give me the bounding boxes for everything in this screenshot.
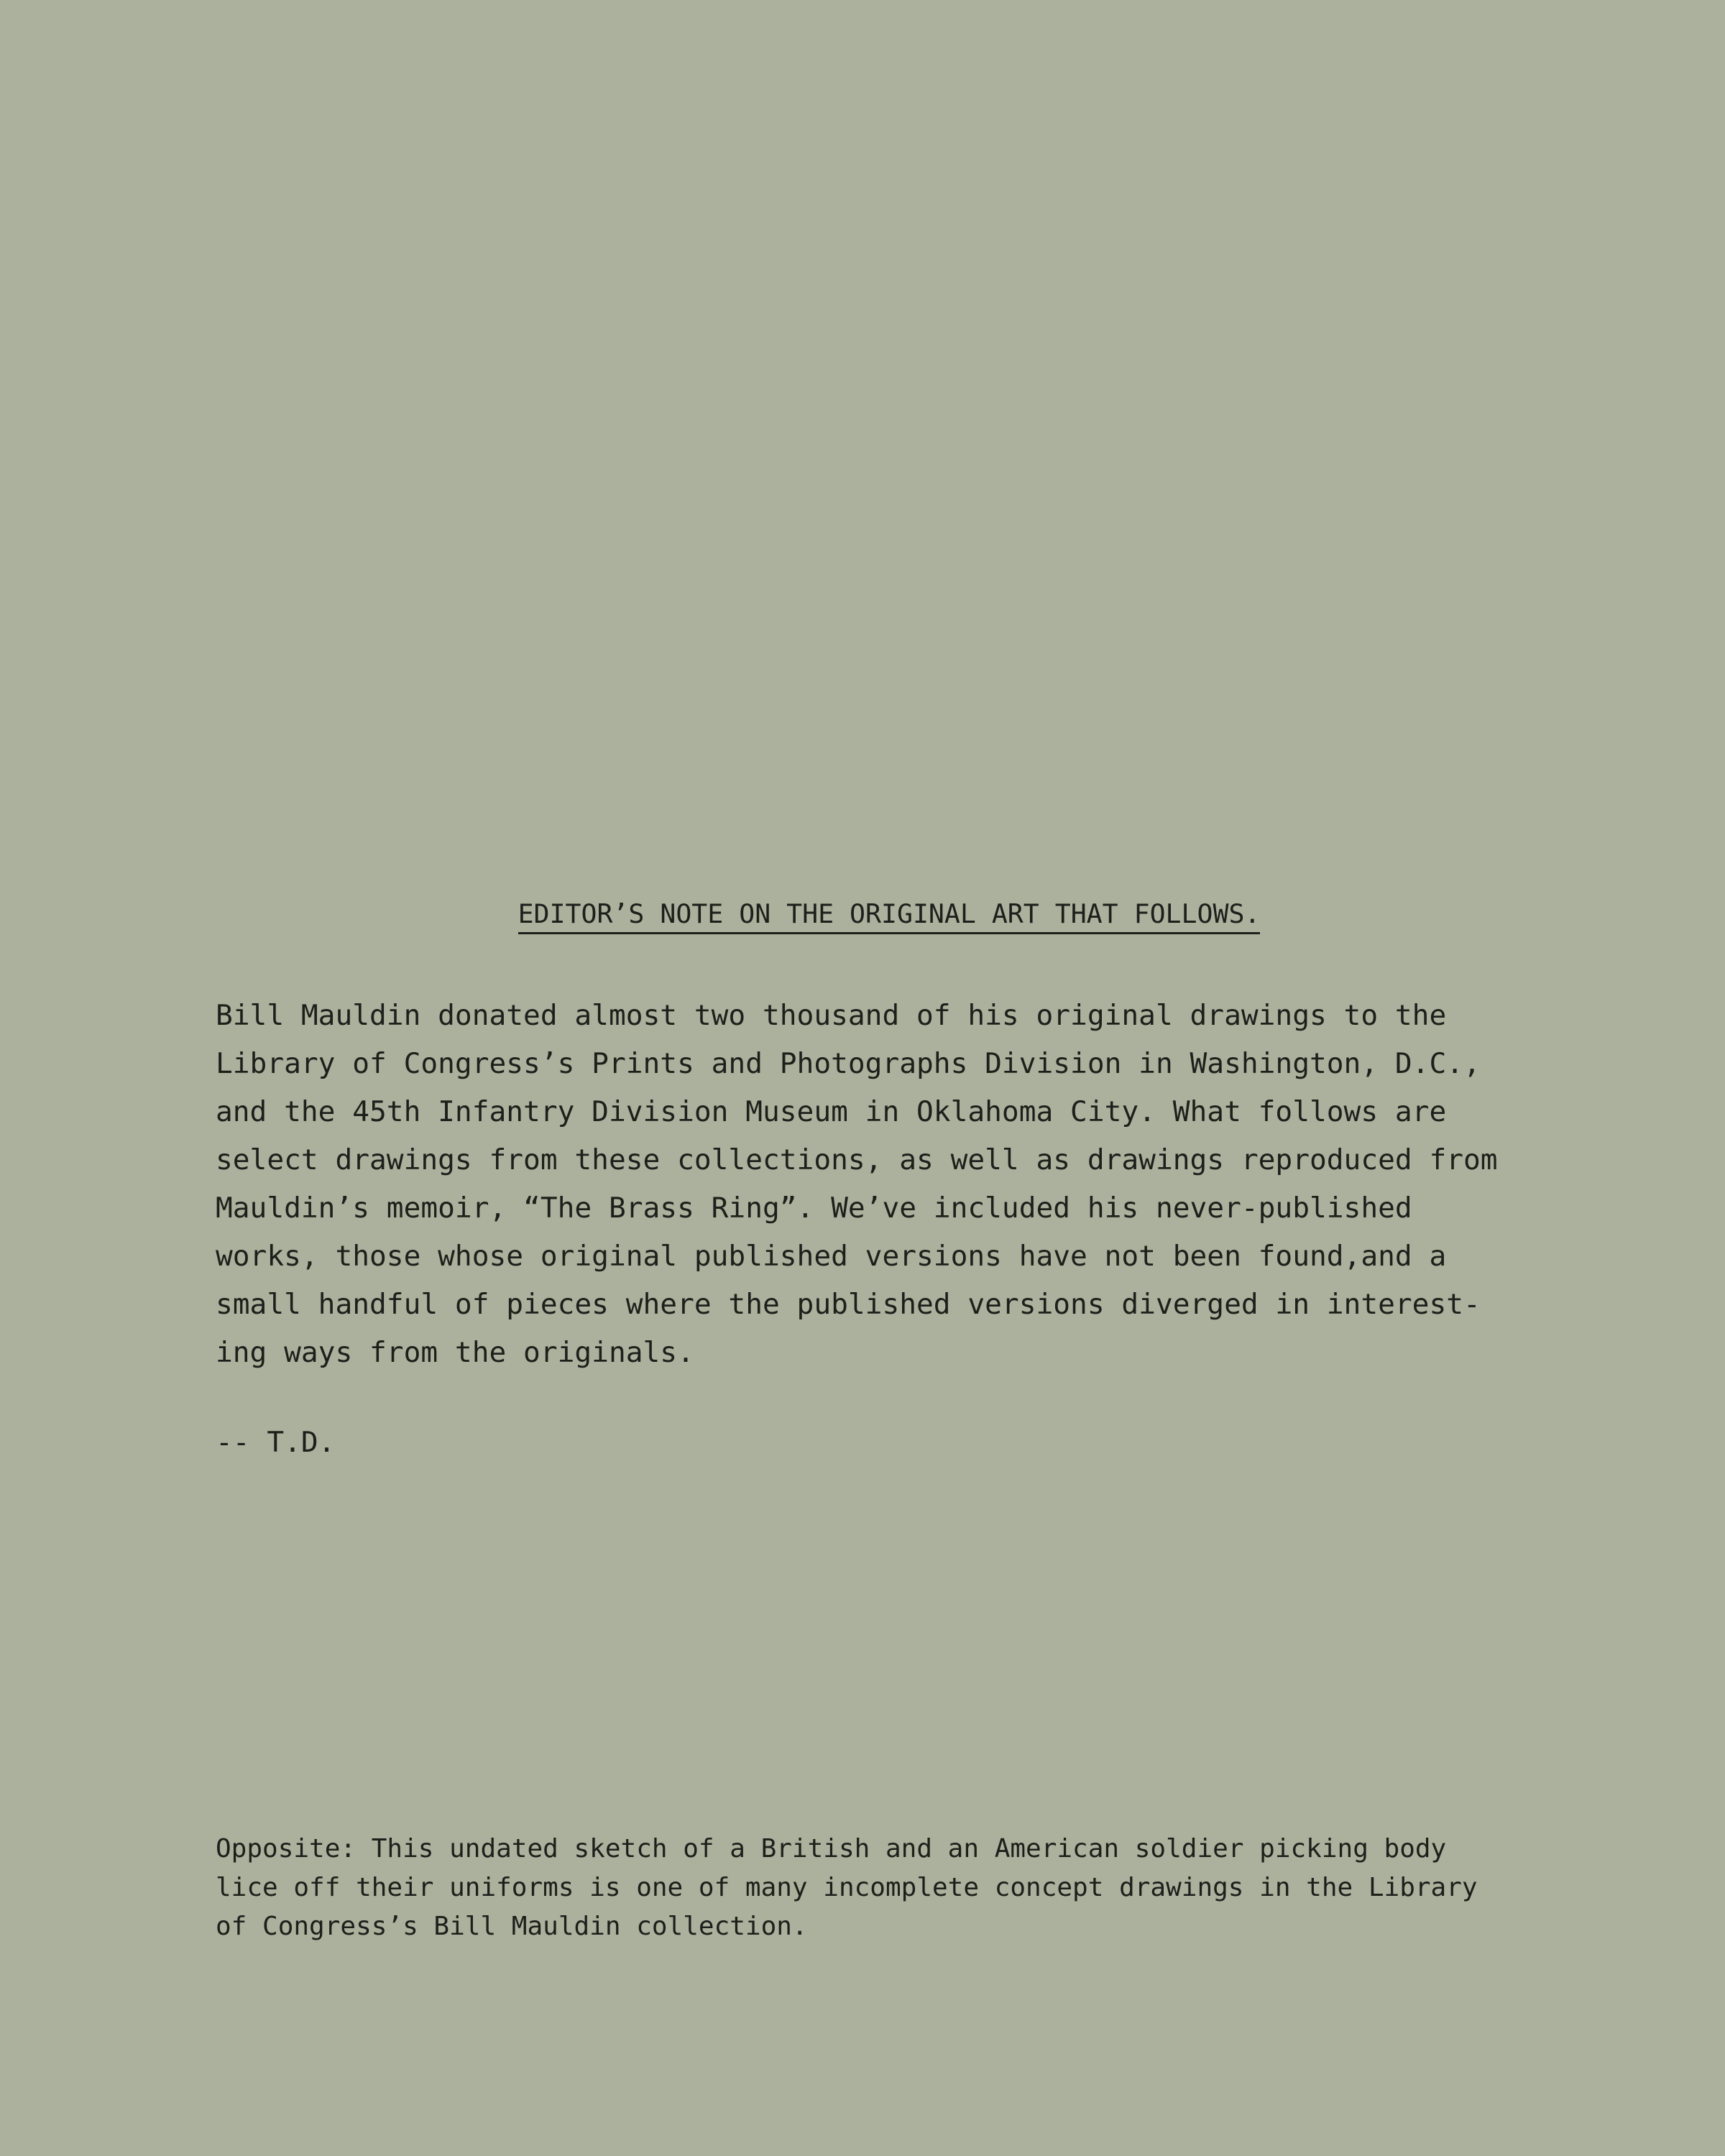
- body-line: Mauldin’s memoir, “The Brass Ring”. We’ve included his never-published: [216, 1192, 1412, 1225]
- body-line: select drawings from these collections, as well as drawings reproduced from: [216, 1143, 1498, 1176]
- editors-note-body: [216, 992, 1581, 1377]
- caption-line: of Congress’s Bill Mauldin collection.: [216, 1912, 808, 1941]
- editors-note-title: [0, 897, 1725, 934]
- caption-line: lice off their uniforms is one of many incomplete concept drawings in the Library: [216, 1873, 1478, 1902]
- body-line: and the 45th Infantry Division Museum in Oklahoma City. What follows are: [216, 1095, 1447, 1128]
- editor-signature: -- T.D.: [216, 1426, 336, 1459]
- body-line: works, those whose original published versions have not been found,and a: [216, 1240, 1447, 1273]
- body-line: Bill Mauldin donated almost two thousand of his original drawings to the: [216, 999, 1447, 1032]
- body-line: small handful of pieces where the published versions diverged in interest-: [216, 1288, 1481, 1321]
- body-line: Library of Congress’s Prints and Photographs Division in Washington, D.C.,: [216, 1047, 1481, 1080]
- caption-line: Opposite: This undated sketch of a British and an American soldier picking body: [216, 1834, 1447, 1864]
- editors-note-title-text: EDITOR’S NOTE ON THE ORIGINAL ART THAT FOLLOWS.: [518, 897, 1261, 934]
- body-line: ing ways from the originals.: [216, 1336, 694, 1369]
- photo-caption: [216, 1830, 1581, 1946]
